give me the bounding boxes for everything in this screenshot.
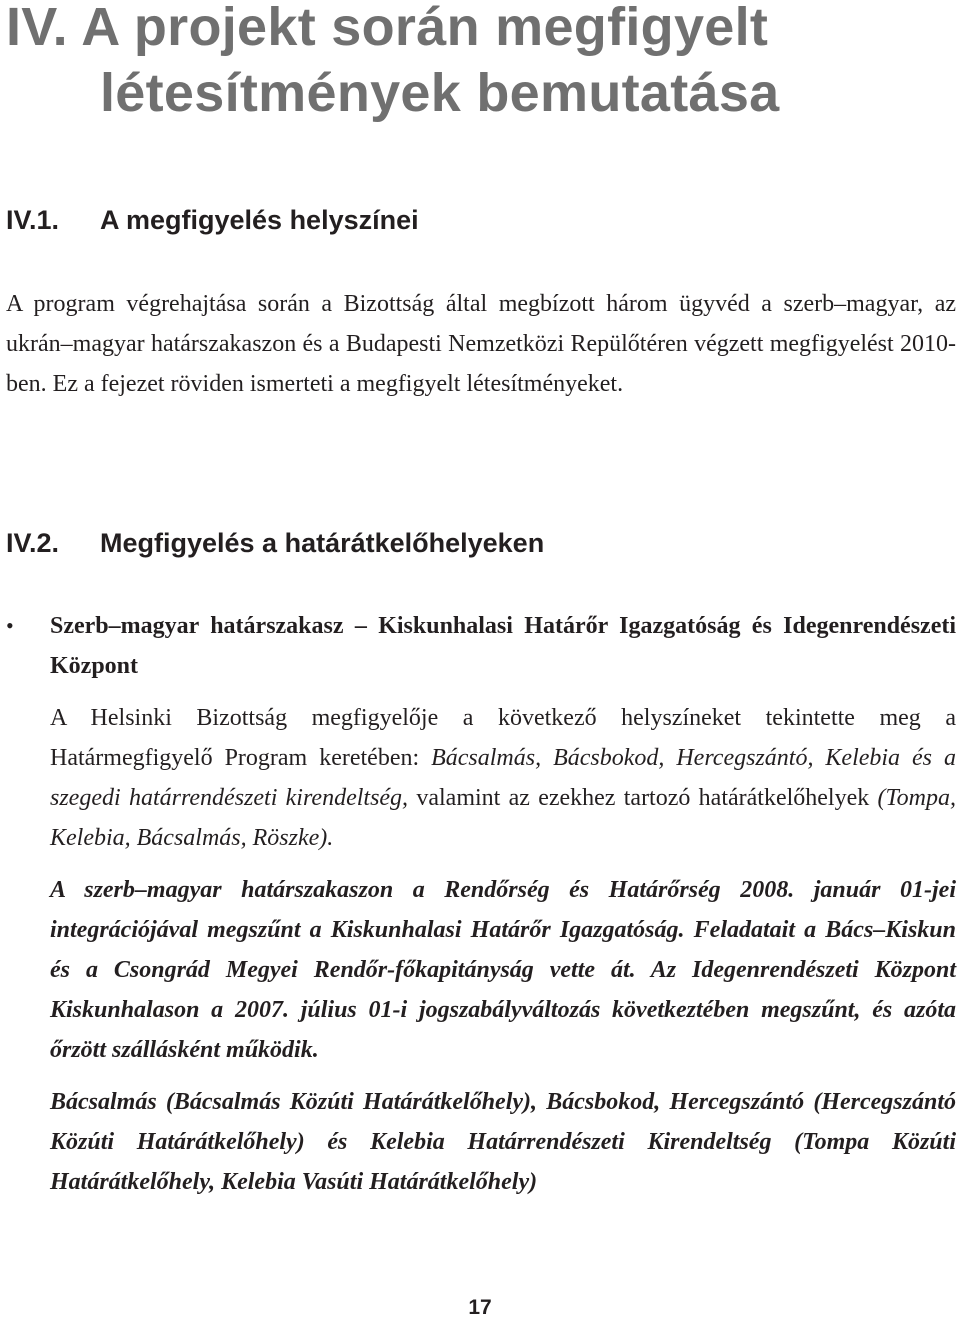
chapter-title-line2: létesítmények bemutatása <box>100 63 780 123</box>
page-number: 17 <box>468 1296 492 1319</box>
bullet-icon: • <box>6 613 14 638</box>
bullet-heading: Szerb–magyar határszakasz – Kiskunhalasi Határőr Igazgatóság és Idegenrendészeti Központ <box>50 613 956 679</box>
section-title: Megfigyelés a határátkelőhelyeken <box>100 528 545 558</box>
text-run: A Helsinki Bizottság megfigyelője a következő helyszíneket tekintette meg a Határmegfigyelő Program keretében: <box>50 705 956 771</box>
observation-paragraph <box>50 698 956 858</box>
section-heading-iv1 <box>6 204 419 236</box>
text-run-italic: (Tompa, Kelebia, Bácsalmás, Röszke). <box>50 785 956 851</box>
chapter-title <box>6 0 946 126</box>
section-number: IV.2. <box>6 528 60 558</box>
chapter-title-line1: IV. A projekt során megfigyelt <box>6 0 769 57</box>
intro-paragraph: A program végrehajtása során a Bizottság által megbízott három ügyvéd a szerb–magyar, az ukrán–magyar határszakaszon és a Budapesti Nemzetközi Repülőtéren végzett megfigyelést 2010-ben. Ez a fejezet röviden ismerteti a megfigyelt létesítményeket. <box>6 291 956 397</box>
section-title: A megfigyelés helyszínei <box>100 205 419 235</box>
locations-paragraph: Bácsalmás (Bácsalmás Közúti Határátkelőhely), Bácsbokod, Hercegszántó (Hercegszántó Közúti Határátkelőhely) és Kelebia Határrendészeti Kirendeltség (Tompa Közúti Határátkelőhely, Kelebia Vasúti Határátkelőhely) <box>50 1089 956 1195</box>
section-heading-iv2 <box>6 527 544 559</box>
text-run-italic: Bácsalmás, Bácsbokod, Hercegszántó, Kelebia és a szegedi határrendészeti kirendeltség, <box>50 745 956 811</box>
section-number: IV.1. <box>6 205 60 235</box>
integration-paragraph: A szerb–magyar határszakaszon a Rendőrség és Határőrség 2008. január 01-jei integrációjával megszűnt a Kiskunhalasi Határőr Igazgatóság. Feladatait a Bács–Kiskun és a Csongrád Megyei Rendőr-főkapitányság vette át. Az Idegenrendészeti Központ Kiskunhalason a 2007. július 01-i jogszabályváltozás következtében megszűnt, és azóta őrzött szállásként működik. <box>50 877 956 1063</box>
text-run: valamint az ezekhez tartozó határátkelőhelyek <box>408 785 878 811</box>
